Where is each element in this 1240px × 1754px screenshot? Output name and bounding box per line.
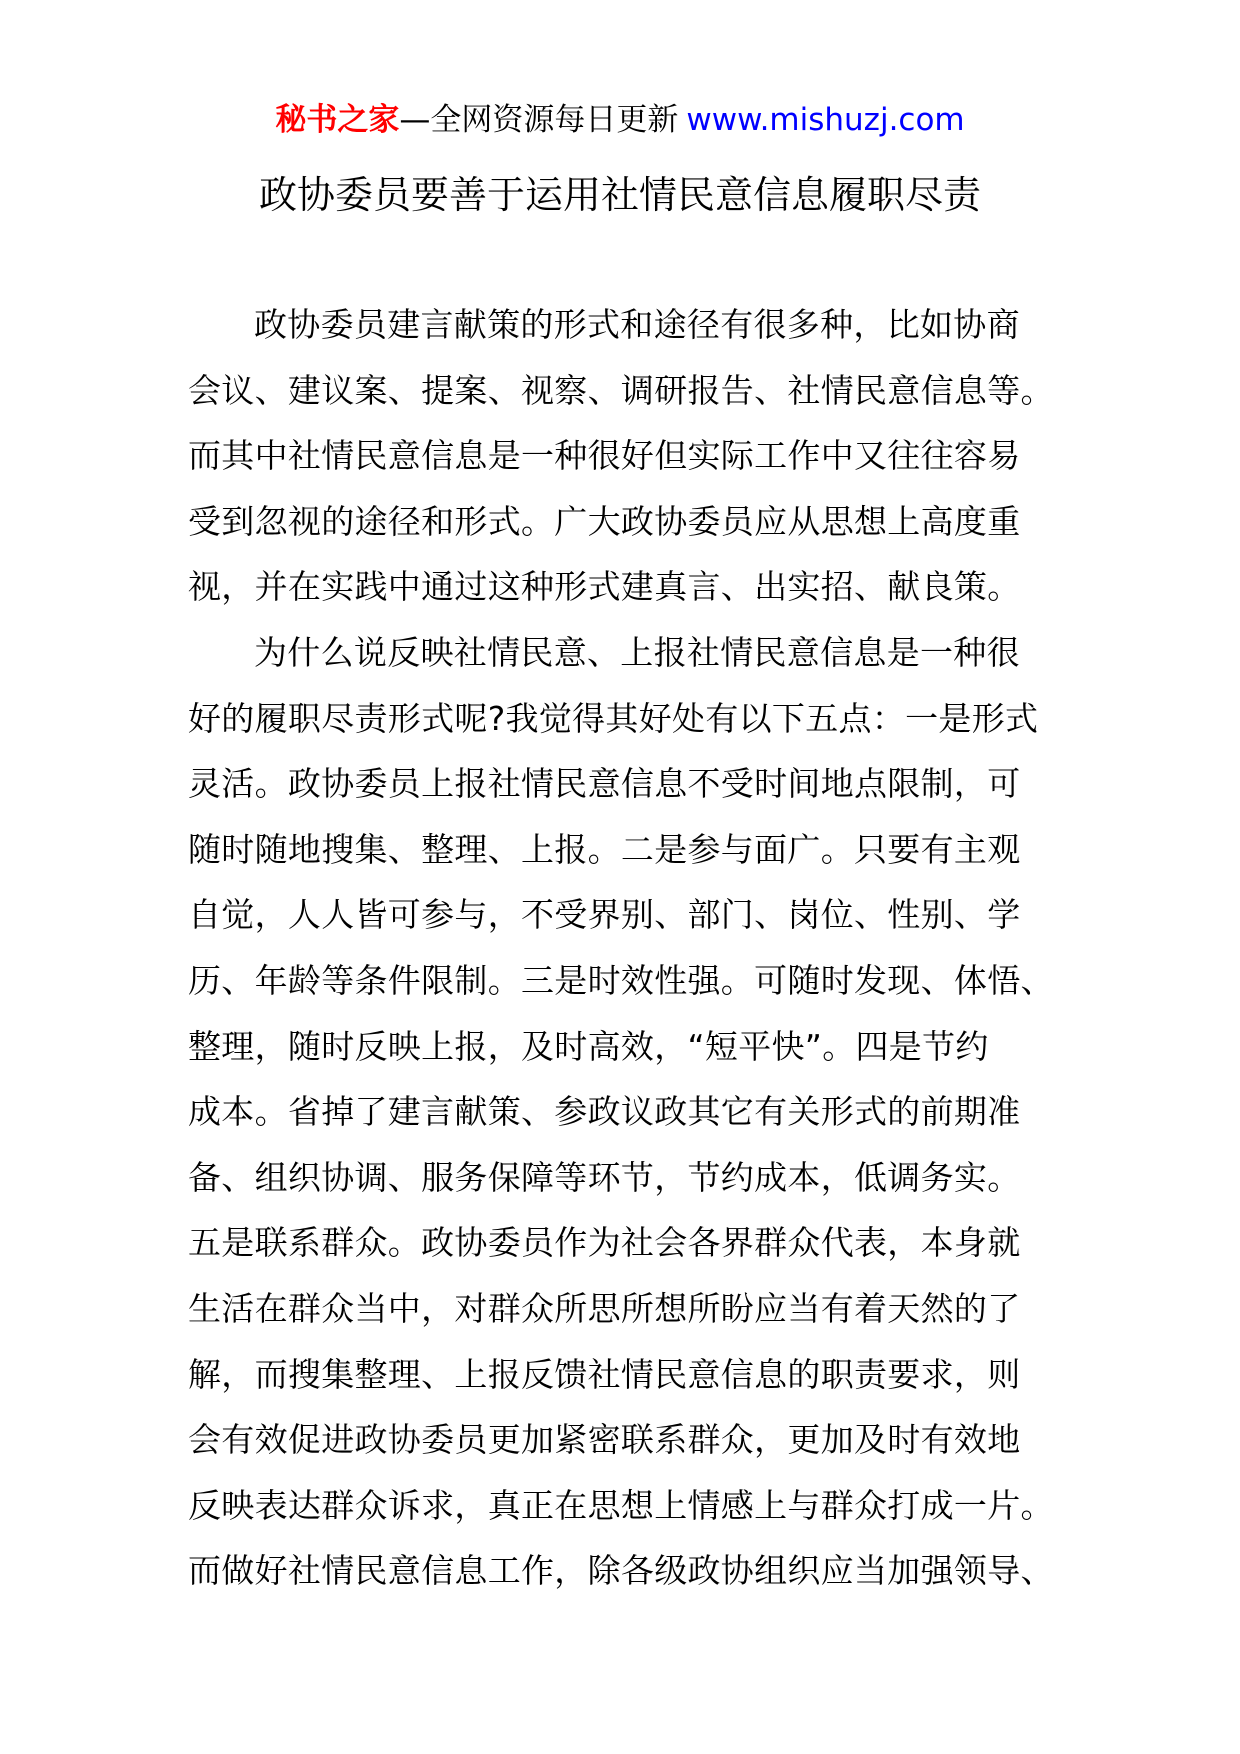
- document-title: 政协委员要善于运用社情民意信息履职尽责: [258, 173, 981, 217]
- paragraph-line: 解，而搜集整理、上报反馈社情民意信息的职责要求，则: [188, 1354, 1021, 1394]
- paragraph-line: 灵活。政协委员上报社情民意信息不受时间地点限制，可: [188, 764, 1021, 804]
- paragraph-line: 好的履职尽责形式呢?我觉得其好处有以下五点：一是形式: [188, 698, 1039, 738]
- document-body: [188, 292, 1054, 1604]
- site-tagline: 全网资源每日更新: [430, 102, 679, 138]
- paragraph-line: 视，并在实践中通过这种形式建真言、出实招、献良策。: [188, 567, 1021, 607]
- paragraph-line: 会议、建议案、提案、视察、调研报告、社情民意信息等。: [188, 370, 1054, 410]
- site-url-link[interactable]: www.mishuzj.com: [686, 102, 965, 138]
- site-header: [0, 98, 1240, 142]
- paragraph-line: 整理，随时反映上报，及时高效，“短平快”。四是节约: [188, 1026, 989, 1066]
- paragraph-line: 而做好社情民意信息工作，除各级政协组织应当加强领导、: [188, 1551, 1054, 1591]
- header-separator: —: [399, 102, 431, 138]
- paragraph-line: 而其中社情民意信息是一种很好但实际工作中又往往容易: [188, 436, 1021, 476]
- paragraph-line: 备、组织协调、服务保障等环节，节约成本，低调务实。: [188, 1157, 1021, 1197]
- paragraph-line: 受到忽视的途径和形式。广大政协委员应从思想上高度重: [188, 501, 1021, 541]
- paragraph-line: 政协委员建言献策的形式和途径有很多种，比如协商: [254, 305, 1020, 344]
- paragraph-line: 为什么说反映社情民意、上报社情民意信息是一种很: [254, 632, 1020, 672]
- paragraph-line: 自觉，人人皆可参与，不受界别、部门、岗位、性别、学: [188, 895, 1021, 935]
- paragraph-line: 反映表达群众诉求，真正在思想上情感上与群众打成一片。: [188, 1485, 1054, 1525]
- paragraph-line: 五是联系群众。政协委员作为社会各界群众代表，本身就: [188, 1223, 1021, 1263]
- paragraph-line: 生活在群众当中，对群众所思所想所盼应当有着天然的了: [188, 1288, 1021, 1328]
- paragraph-line: 随时随地搜集、整理、上报。二是参与面广。只要有主观: [188, 829, 1021, 869]
- site-brand: 秘书之家: [275, 102, 400, 138]
- paragraph-line: 会有效促进政协委员更加紧密联系群众，更加及时有效地: [188, 1420, 1021, 1460]
- paragraph-line: 成本。省掉了建言献策、参政议政其它有关形式的前期准: [188, 1092, 1021, 1132]
- paragraph-line: 历、年龄等条件限制。三是时效性强。可随时发现、体悟、: [188, 960, 1054, 1000]
